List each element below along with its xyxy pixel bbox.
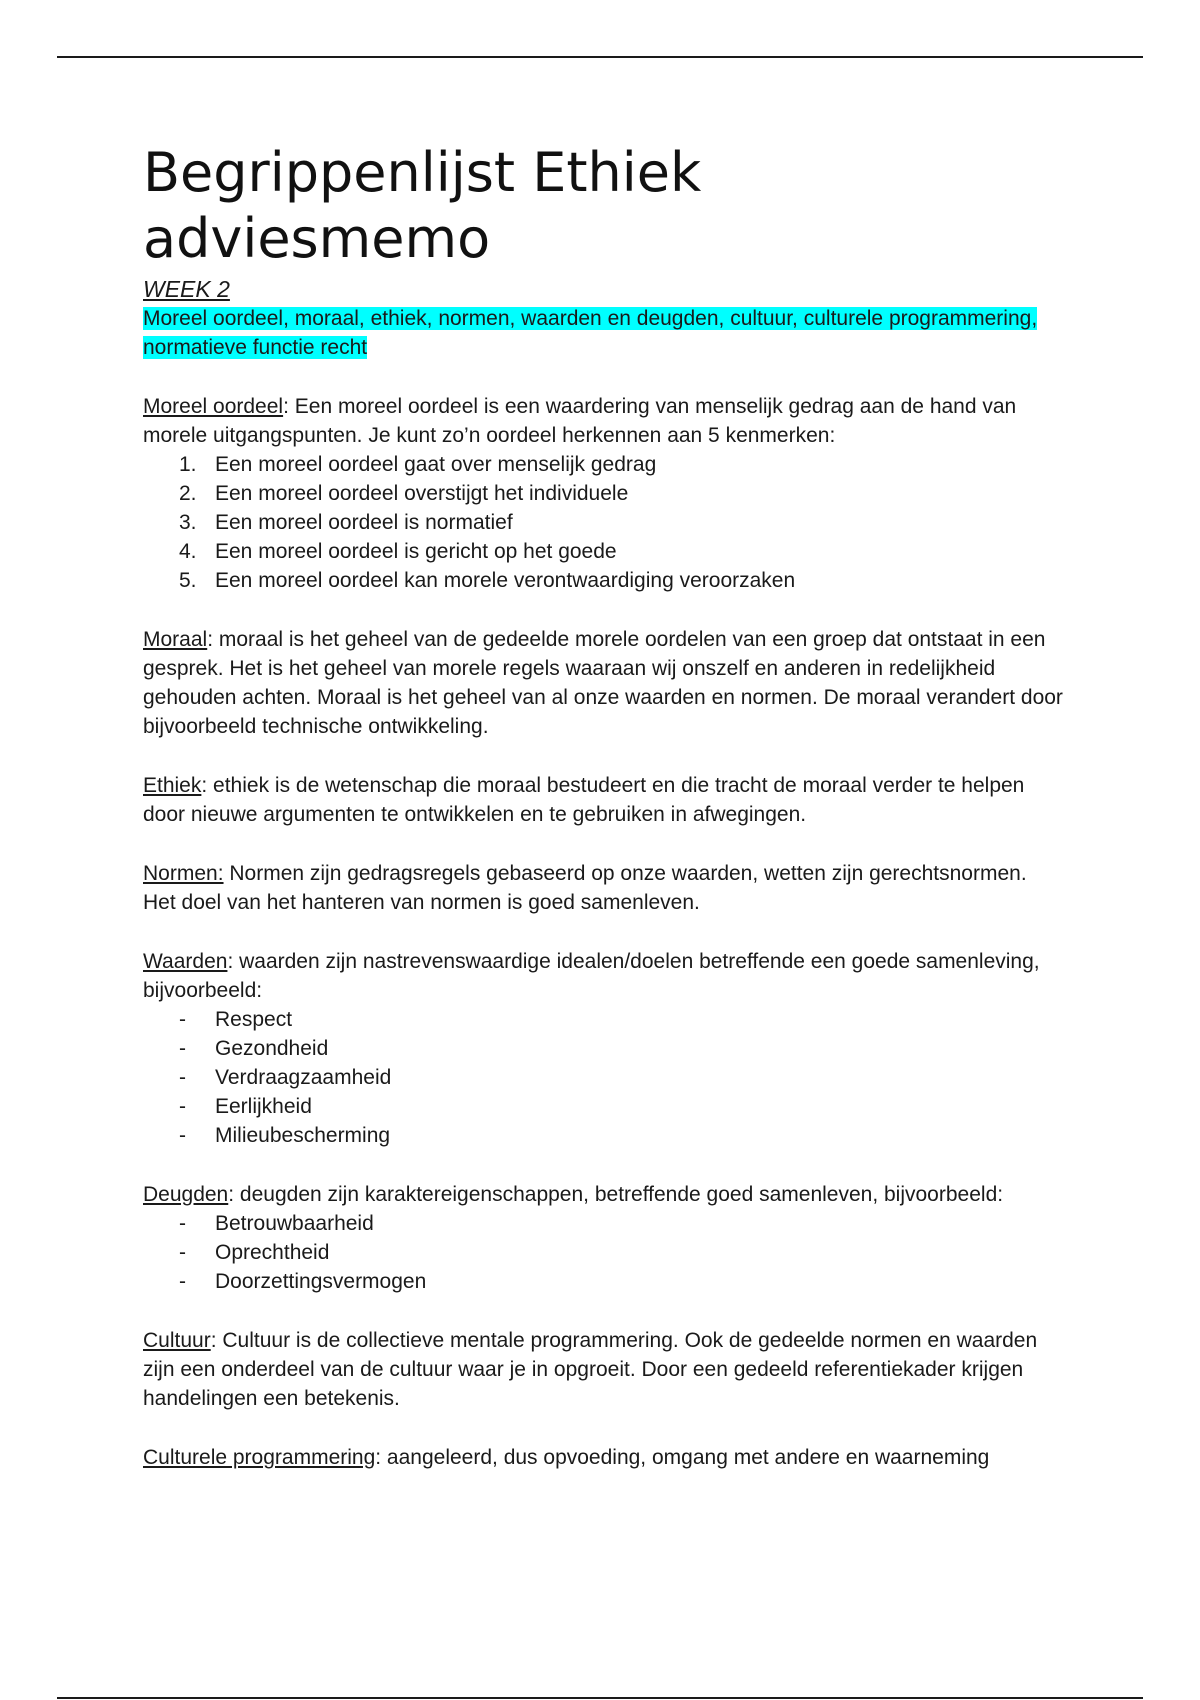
term-normen: Normen:	[143, 862, 224, 885]
list-item-text: Eerlijkheid	[215, 1095, 312, 1118]
section-moraal	[143, 625, 1063, 741]
list-marker: 5.	[179, 569, 197, 592]
definition-paragraph	[143, 625, 1063, 741]
definition-text: Normen zijn gedragsregels gebaseerd op onze waarden, wetten zijn gerechtsnormen. Het doel van het hanteren van normen is goed samenleven.	[143, 862, 1027, 914]
list-item	[143, 1092, 1063, 1121]
document-page	[143, 140, 1063, 1472]
list-item	[143, 566, 1063, 595]
definition-paragraph	[143, 1326, 1063, 1413]
term-moraal: Moraal	[143, 628, 208, 651]
list-item	[143, 1267, 1063, 1296]
list-marker: -	[179, 1066, 186, 1089]
list-item	[143, 1005, 1063, 1034]
section-cultuur	[143, 1326, 1063, 1413]
week-label: WEEK 2	[143, 276, 230, 302]
highlight-text: Moreel oordeel, moraal, ethiek, normen, waarden en deugden, cultuur, culturele programmering, normatieve functie recht	[143, 307, 1038, 359]
definition-paragraph	[143, 392, 1063, 450]
document-title	[143, 140, 1063, 272]
definition-text: : ethiek is de wetenschap die moraal bestudeert en die tracht de moraal verder te helpen door nieuwe argumenten te ontwikkelen en te gebruiken in afwegingen.	[143, 774, 1025, 826]
definition-paragraph	[143, 771, 1063, 829]
term-deugden: Deugden	[143, 1183, 229, 1206]
list-item	[143, 479, 1063, 508]
list-marker: 2.	[179, 482, 197, 505]
section-moreel-oordeel	[143, 392, 1063, 595]
term-cultuur: Cultuur	[143, 1329, 211, 1352]
list-item	[143, 1238, 1063, 1267]
list-item	[143, 1121, 1063, 1150]
definition-paragraph	[143, 1180, 1063, 1209]
list-item-text: Verdraagzaamheid	[215, 1066, 392, 1089]
list-marker: 4.	[179, 540, 197, 563]
title-line-2: adviesmemo	[143, 207, 491, 270]
list-item-text: Een moreel oordeel kan morele verontwaardiging veroorzaken	[215, 569, 796, 592]
list-marker: -	[179, 1124, 186, 1147]
numbered-list	[143, 450, 1063, 595]
term-ethiek: Ethiek	[143, 774, 202, 797]
bottom-rule	[57, 1697, 1143, 1699]
section-culturele-programmering	[143, 1443, 1063, 1472]
top-rule	[57, 56, 1143, 58]
list-item-text: Doorzettingsvermogen	[215, 1270, 427, 1293]
list-item-text: Een moreel oordeel is gericht op het goede	[215, 540, 617, 563]
list-marker: 1.	[179, 453, 197, 476]
definition-text: : Cultuur is de collectieve mentale programmering. Ook de gedeelde normen en waarden zijn een onderdeel van de cultuur waar je in opgroeit. Door een gedeeld referentiekader krijgen handelingen een betekenis.	[143, 1329, 1038, 1410]
term-waarden: Waarden	[143, 950, 228, 973]
highlighted-topics	[143, 304, 1063, 362]
list-item	[143, 537, 1063, 566]
term-moreel-oordeel: Moreel oordeel	[143, 395, 284, 418]
list-item-text: Een moreel oordeel is normatief	[215, 511, 513, 534]
term-culturele-programmering: Culturele programmering	[143, 1446, 376, 1469]
list-marker: 3.	[179, 511, 197, 534]
section-normen	[143, 859, 1063, 917]
list-item	[143, 1063, 1063, 1092]
list-item-text: Gezondheid	[215, 1037, 329, 1060]
list-marker: -	[179, 1037, 186, 1060]
list-marker: -	[179, 1241, 186, 1264]
list-item-text: Betrouwbaarheid	[215, 1212, 374, 1235]
definition-text: : Een moreel oordeel is een waardering van menselijk gedrag aan de hand van morele uitgangspunten. Je kunt zo’n oordeel herkennen aan 5 kenmerken:	[143, 395, 1017, 447]
bullet-list	[143, 1209, 1063, 1296]
section-ethiek	[143, 771, 1063, 829]
section-waarden	[143, 947, 1063, 1150]
list-item	[143, 1209, 1063, 1238]
list-item-text: Milieubescherming	[215, 1124, 391, 1147]
bullet-list	[143, 1005, 1063, 1150]
list-item-text: Respect	[215, 1008, 293, 1031]
list-item-text: Een moreel oordeel gaat over menselijk gedrag	[215, 453, 657, 476]
definition-text: : moraal is het geheel van de gedeelde morele oordelen van een groep dat ontstaat in een gesprek. Het is het geheel van morele regels waaraan wij onszelf en anderen in redelijkheid gehouden achten. Moraal is het geheel van al onze waarden en normen. De moraal verandert door bijvoorbeeld technische ontwikkeling.	[143, 628, 1063, 738]
list-item-text: Oprechtheid	[215, 1241, 330, 1264]
list-item	[143, 508, 1063, 537]
list-marker: -	[179, 1095, 186, 1118]
definition-text: : deugden zijn karaktereigenschappen, betreffende goed samenleven, bijvoorbeeld:	[228, 1183, 1004, 1206]
definition-text: : waarden zijn nastrevenswaardige idealen/doelen betreffende een goede samenleving, bijvoorbeeld:	[143, 950, 1040, 1002]
definition-text: : aangeleerd, dus opvoeding, omgang met andere en waarneming	[375, 1446, 990, 1469]
list-marker: -	[179, 1270, 186, 1293]
list-marker: -	[179, 1212, 186, 1235]
definition-paragraph	[143, 859, 1063, 917]
title-line-1: Begrippenlijst Ethiek	[143, 141, 702, 204]
list-marker: -	[179, 1008, 186, 1031]
definition-paragraph	[143, 947, 1063, 1005]
list-item	[143, 1034, 1063, 1063]
list-item-text: Een moreel oordeel overstijgt het individuele	[215, 482, 629, 505]
list-item	[143, 450, 1063, 479]
section-deugden	[143, 1180, 1063, 1296]
definition-paragraph	[143, 1443, 1063, 1472]
